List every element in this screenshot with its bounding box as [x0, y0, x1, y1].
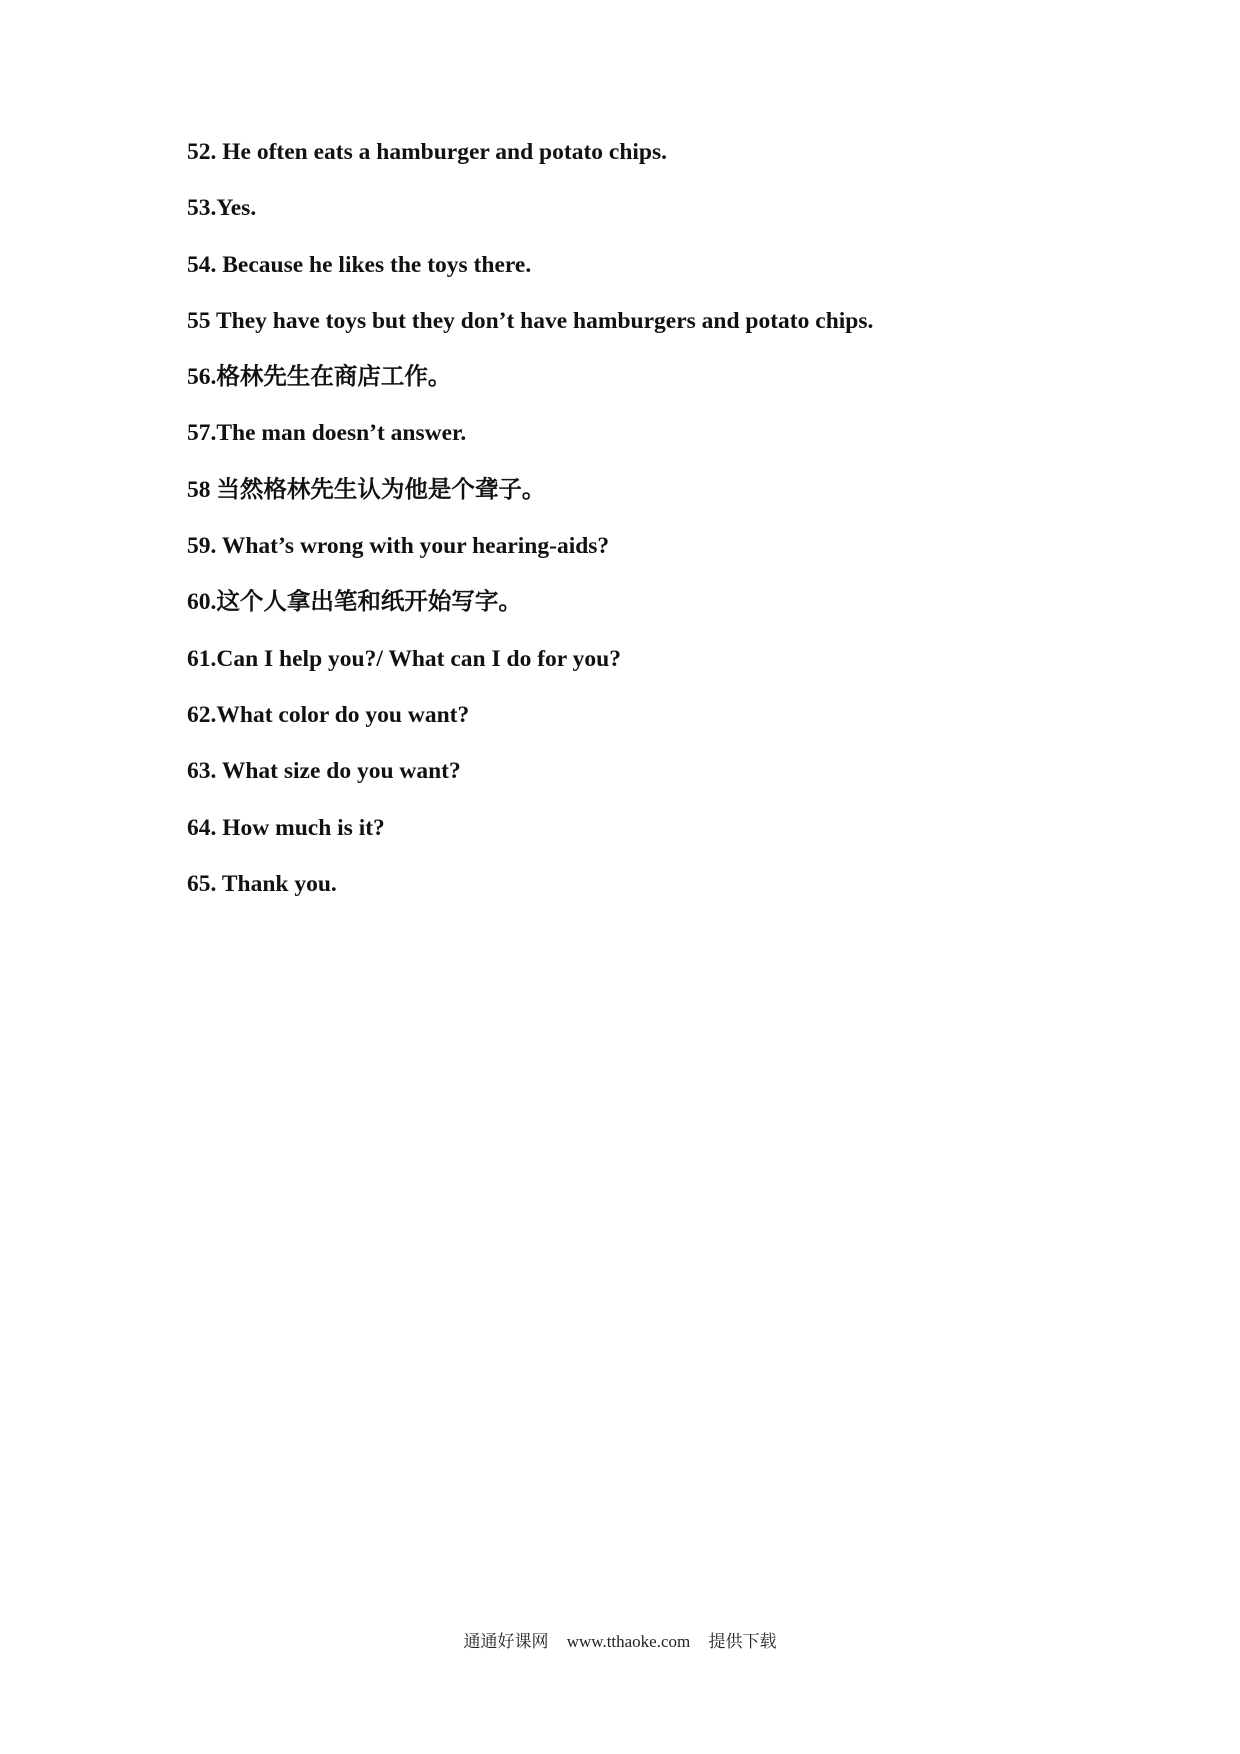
footer-site-url[interactable]: www.tthaoke.com	[566, 1632, 691, 1651]
answer-54: 54. Because he likes the toys there.	[187, 251, 532, 278]
answer-62: 62.What color do you want?	[187, 701, 470, 728]
page-footer	[0, 1627, 1240, 1652]
answer-53: 53.Yes.	[187, 195, 257, 222]
answer-60: 60.这个人拿出笔和纸开始写字。	[187, 589, 522, 616]
answer-59: 59. What’s wrong with your hearing-aids?	[187, 533, 610, 560]
footer-note: 提供下载	[708, 1632, 777, 1651]
answer-56: 56.格林先生在商店工作。	[187, 364, 452, 391]
answer-64: 64. How much is it?	[187, 814, 385, 841]
answer-list	[187, 136, 1147, 924]
footer-site-name: 通通好课网	[463, 1632, 549, 1651]
answer-57: 57.The man doesn’t answer.	[187, 420, 467, 447]
answer-55: 55 They have toys but they don’t have hamburgers and potato chips.	[187, 307, 874, 334]
answer-58: 58 当然格林先生认为他是个聋子。	[187, 476, 546, 503]
answer-63: 63. What size do you want?	[187, 758, 461, 785]
answer-52: 52. He often eats a hamburger and potato chips.	[187, 139, 668, 165]
answer-65: 65. Thank you.	[187, 870, 337, 897]
answer-61: 61.Can I help you?/ What can I do for you?	[187, 645, 621, 672]
